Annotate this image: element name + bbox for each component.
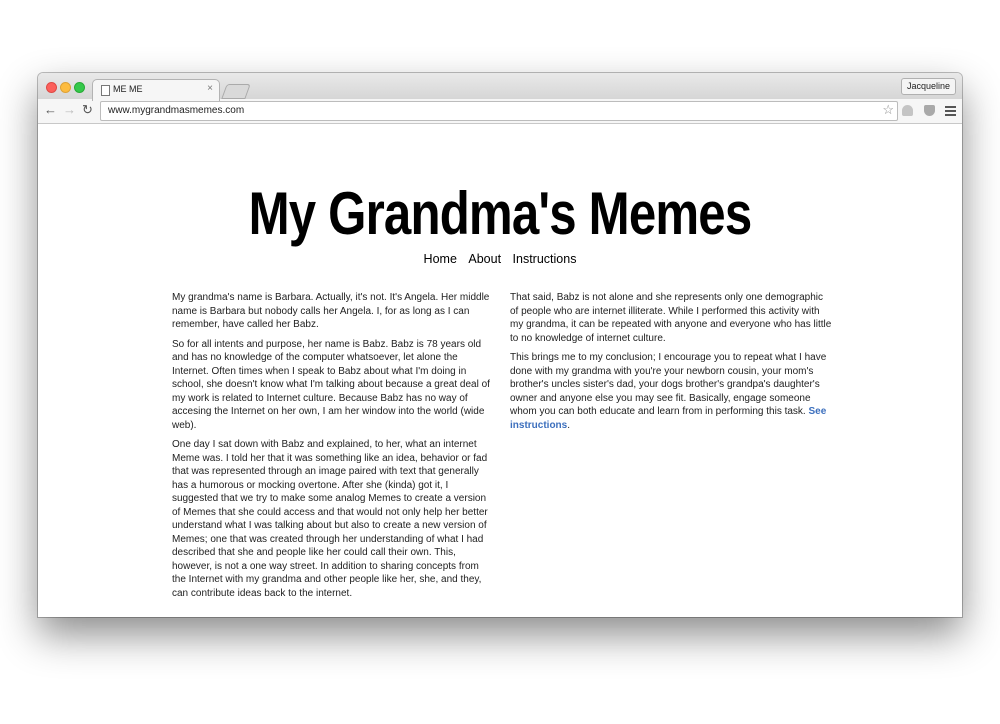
nav-instructions-link[interactable]: Instructions [512,252,577,266]
extension-cloud-icon[interactable] [902,105,913,116]
tab-strip [38,73,962,100]
profile-button[interactable]: Jacqueline [901,78,956,95]
browser-toolbar [38,99,962,124]
forward-arrow-icon[interactable]: → [63,102,76,117]
url-text[interactable]: www.mygrandmasmemes.com [108,105,245,116]
left-column [172,291,494,606]
web-page [38,124,962,617]
nav-about-link[interactable]: About [468,252,502,266]
tab-close-icon[interactable]: × [207,83,213,94]
site-nav [38,252,962,266]
paragraph: So for all intents and purpose, her name is Babz. Babz is 78 years old and has no knowledge of the computer whatsoever, let alone the Internet. Often times when I speak to Babz about what I'm doing in school, she doesn't know what I'm talking about because a great deal of my work is related to Internet culture. Because Babz has no way of accesing the Internet on her own, I am her window into the world (wide web). [172,338,490,431]
paragraph: My grandma's name is Barbara. Actually, it's not. It's Angela. Her middle name is Barbara but nobody calls her Angela. I, for as long as I can remember, have called her Babz. [172,292,490,330]
right-column [510,291,832,438]
document-icon [101,85,110,96]
site-title: My Grandma's Memes [248,180,752,247]
nav-home-link[interactable]: Home [423,252,457,266]
address-bar[interactable] [100,101,898,121]
maximize-window-button[interactable] [74,82,85,93]
paragraph [510,351,832,432]
close-window-button[interactable] [46,82,57,93]
link-period: . [567,419,571,431]
browser-tab[interactable] [92,79,220,101]
browser-window [38,73,962,617]
paragraph: One day I sat down with Babz and explained, to her, what an internet Meme was. I told her that it was something like an idea, behavior or fad that was represented through an image paired with text that generally has a humorous or mocking overtone. After she (kinda) got it, I suggested that we try to make some analog Memes to create a version of Memes that she could access and that would not only help her better understand what I was talking about but also to create a new version of Memes; one that was created through her understanding of what I had described that she and people like her could call their own. This, however, is not a one way street. In addition to sharing concepts from the Internet with my grandma and other people like her, she, and they, can contribute ideas back to the internet. [172,439,488,599]
paragraph-text: This brings me to my conclusion; I encourage you to repeat what I have done with my grandma with you're your newborn cousin, your mom's brother's uncles sister's dad, your dogs brother's grandpa's daughter's owner and anyone else you may see fit. Basically, engage someone whom you can both educate and learn from in performing this task. [510,352,827,417]
menu-icon[interactable] [945,106,956,118]
see-instructions-link[interactable]: See instructions [510,406,827,431]
reload-icon[interactable]: ↻ [82,102,93,117]
paragraph: That said, Babz is not alone and she represents only one demographic of people who are internet illiterate. While I performed this activity with my grandma, it can be repeated with anyone and everyone who has little to no knowledge of internet culture. [510,292,832,344]
tab-title: ME ME [113,84,143,94]
extension-shield-icon[interactable] [924,105,935,116]
back-arrow-icon[interactable]: ← [44,102,57,117]
bookmark-star-icon[interactable]: ☆ [882,102,894,117]
new-tab-button[interactable] [221,84,250,99]
minimize-window-button[interactable] [60,82,71,93]
